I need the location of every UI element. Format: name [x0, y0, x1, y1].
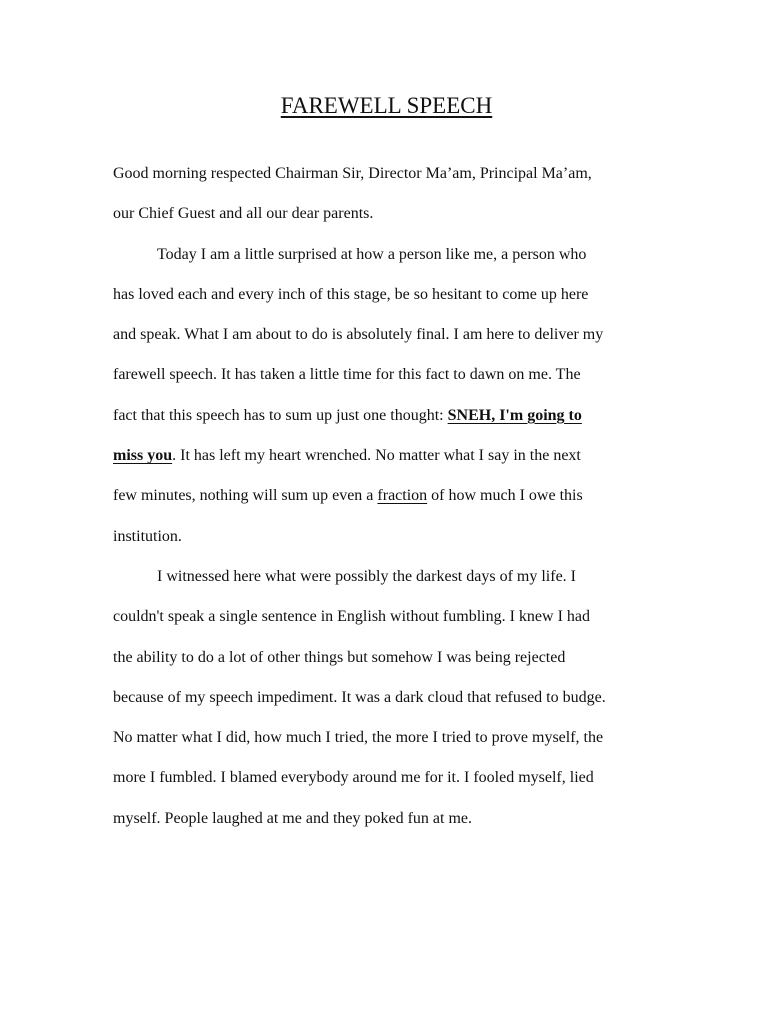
text-segment: fact that this speech has to sum up just one thought:: [113, 406, 448, 424]
text-line: Today I am a little surprised at how a person like me, a person who: [157, 245, 587, 263]
text-line: I witnessed here what were possibly the darkest days of my life. I: [157, 567, 576, 585]
text-line: myself. People laughed at me and they poked fun at me.: [113, 809, 473, 827]
text-line: and speak. What I am about to do is absolutely final. I am here to deliver my: [113, 326, 604, 344]
document-title: FAREWELL SPEECH: [280, 93, 493, 118]
text-segment: . It has left my heart wrenched. No matter what I say in the next: [172, 447, 581, 465]
text-line: [113, 396, 653, 436]
text-line: Good morning respected Chairman Sir, Director Ma’am, Principal Ma’am,: [113, 165, 592, 182]
text-line: [113, 476, 653, 516]
underlined-word: fraction: [377, 487, 428, 505]
text-segment: of how much I owe this: [427, 487, 583, 505]
text-line: our Chief Guest and all our dear parents.: [113, 205, 374, 223]
text-line: couldn't speak a single sentence in English without fumbling. I knew I had: [113, 608, 591, 626]
text-line: [113, 436, 653, 476]
text-line: institution.: [113, 527, 182, 545]
document-body: [113, 154, 653, 839]
text-line: farewell speech. It has taken a little time for this fact to dawn on me. The: [113, 366, 581, 384]
text-line: more I fumbled. I blamed everybody around me for it. I fooled myself, lied: [113, 769, 594, 787]
text-line: the ability to do a lot of other things but somehow I was being rejected: [113, 648, 566, 666]
text-line: No matter what I did, how much I tried, the more I tried to prove myself, the: [113, 729, 604, 747]
text-line: has loved each and every inch of this stage, be so hesitant to come up here: [113, 285, 589, 303]
emphasis-text: SNEH, I'm going to: [447, 406, 582, 424]
text-segment: few minutes, nothing will sum up even a: [113, 487, 378, 505]
text-line: because of my speech impediment. It was a dark cloud that refused to budge.: [113, 688, 606, 706]
emphasis-text: miss you: [113, 447, 173, 465]
